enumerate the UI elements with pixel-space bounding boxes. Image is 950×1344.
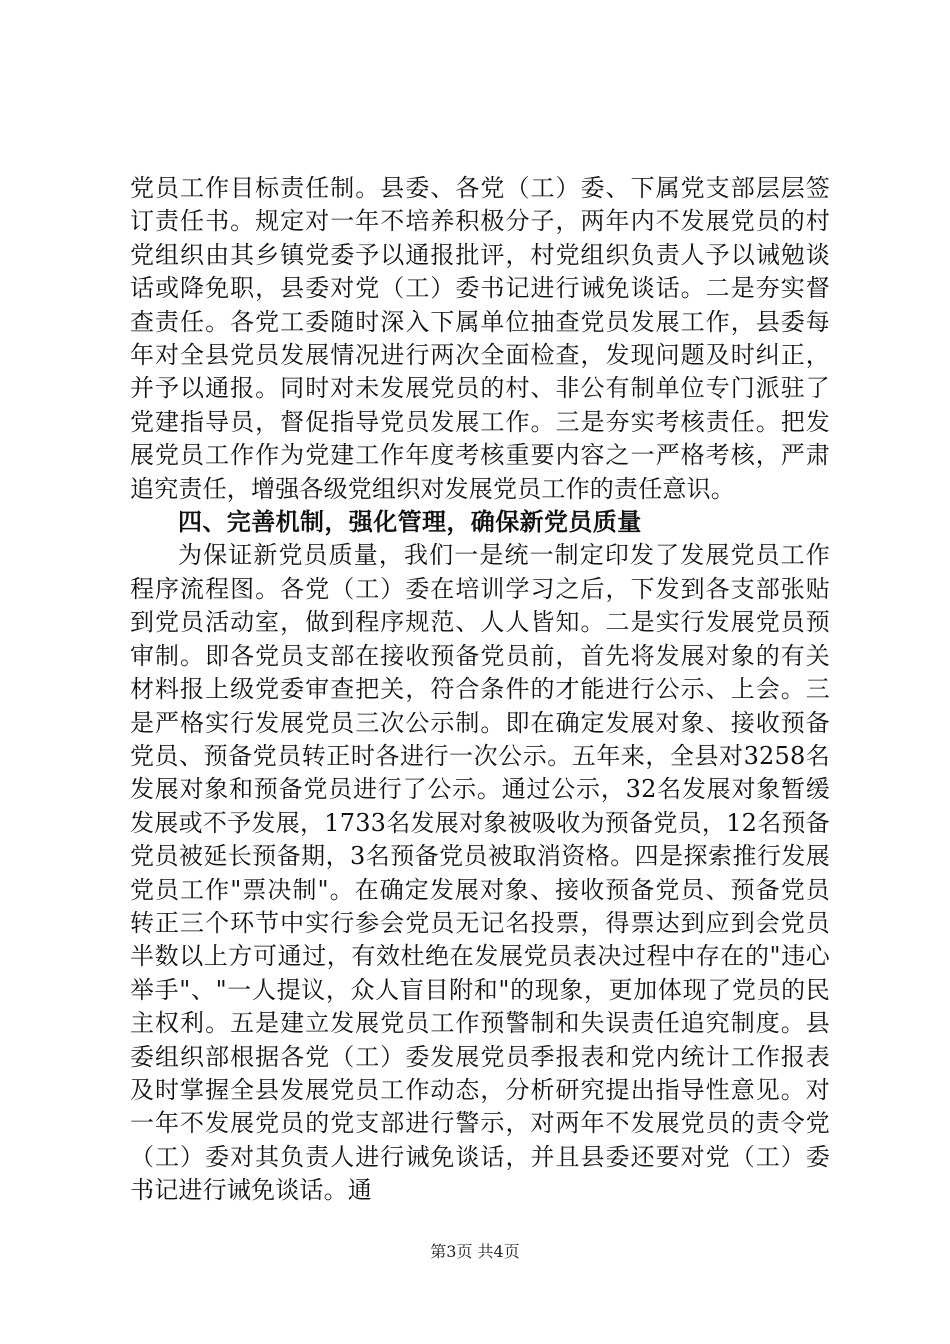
section-heading: 四、完善机制，强化管理，确保新党员质量 bbox=[178, 508, 642, 537]
page-number-label: 第3页 共4页 bbox=[430, 1242, 520, 1261]
body-paragraph-section-four: 为保证新党员质量，我们一是统一制定印发了发展党员工作程序流程图。各党（工）委在培训学习之后，下发到各支部张贴到党员活动室，做到程序规范、人人皆知。二是实行发展党员预审制。即各党员支部在接收预备党员前，首先将发展对象的有关材料报上级党委审查把关，符合条件的才能进行公示、上会。三是严格实行发展党员三次公示制。即在确定发展对象、接收预备党员、预备党员转正时各进行一次公示。五年来，全县对3258名发展对象和预备党员进行了公示。通过公示，32名发展对象暂缓发展或不予发展，1733名发展对象被吸收为预备党员，12名预备党员被延长预备期，3名预备党员被取消资格。四是探索推行发展党员工作"票决制"。在确定发展对象、接收预备党员、预备党员转正三个环节中实行参会党员无记名投票，得票达到应到会党员半数以上方可通过，有效杜绝在发展党员表决过程中存在的"违心举手"、"一人提议，众人盲目附和"的现象，更加体现了党员的民主权利。五是建立发展党员工作预警制和失误责任追究制度。县委组织部根据各党（工）委发展党员季报表和党内统计工作报表及时掌握全县发展党员工作动态，分析研究提出指导性意见。对一年不发展党员的党支部进行警示，对两年不发展党员的责令党（工）委对其负责人进行诫免谈话，并且县委还要对党（工）委书记进行诫免谈话。通 bbox=[130, 541, 830, 1205]
page-footer bbox=[0, 1242, 950, 1262]
document-body bbox=[130, 172, 830, 1208]
body-paragraph-continued: 党员工作目标责任制。县委、各党（工）委、下属党支部层层签订责任书。规定对一年不培养积极分子，两年内不发展党员的村党组织由其乡镇党委予以通报批评，村党组织负责人予以诫勉谈话或降免职，县委对党（工）委书记进行诫免谈话。二是夯实督查责任。各党工委随时深入下属单位抽查党员发展工作，县委每年对全县党员发展情况进行两次全面检查，发现问题及时纠正，并予以通报。同时对未发展党员的村、非公有制单位专门派驻了党建指导员，督促指导党员发展工作。三是夯实考核责任。把发展党员工作作为党建工作年度考核重要内容之一严格考核，严肃追究责任，增强各级党组织对发展党员工作的责任意识。 bbox=[130, 174, 830, 503]
